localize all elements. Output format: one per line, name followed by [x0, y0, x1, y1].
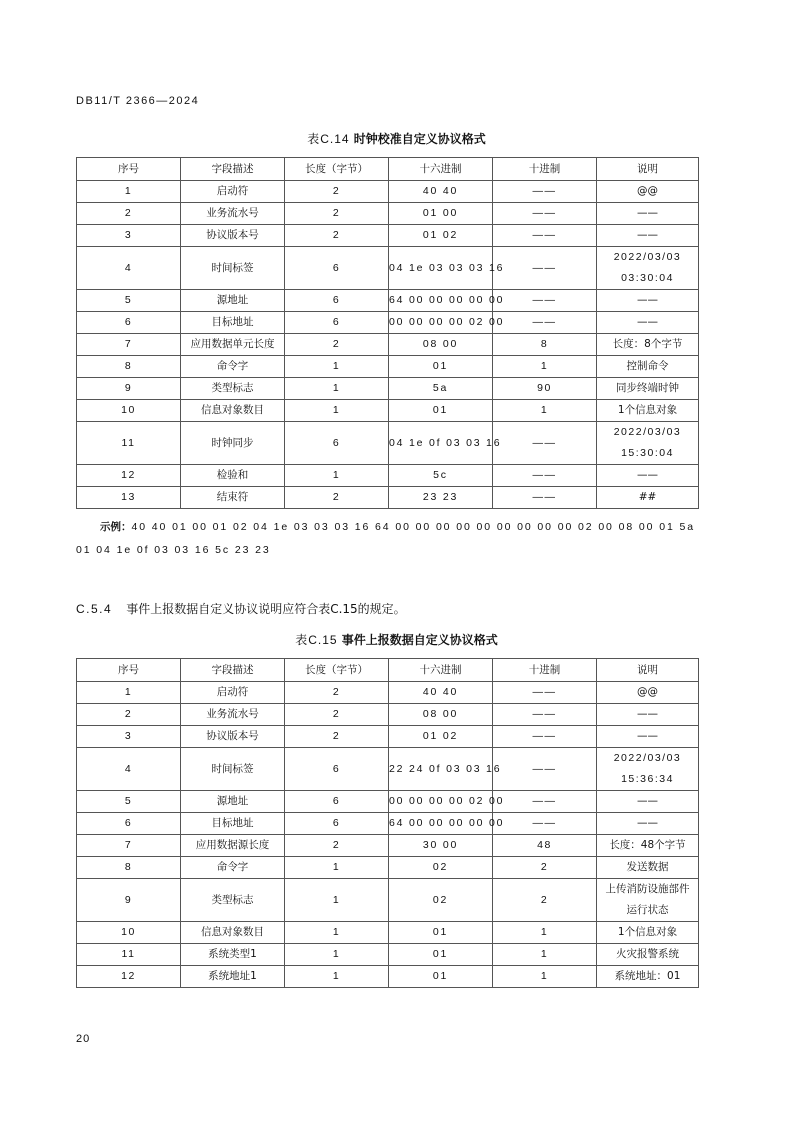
hex-value: 01 02 — [389, 225, 493, 247]
note — [597, 203, 699, 225]
table-row — [77, 791, 699, 813]
hex-value: 5a — [389, 378, 493, 400]
column-header: 说明 — [597, 158, 699, 181]
table-row — [77, 857, 699, 879]
note-line: 长度：8个字节 — [612, 338, 683, 350]
row-number: 12 — [77, 966, 181, 988]
field-description: 结束符 — [181, 487, 285, 509]
note — [597, 879, 699, 922]
table-number: 表C.15 — [295, 633, 338, 647]
table-row — [77, 726, 699, 748]
hex-value: 5c — [389, 465, 493, 487]
table-row — [77, 879, 699, 922]
document-code: DB11/T 2366—2024 — [76, 95, 200, 107]
note-line: —— — [637, 469, 658, 481]
field-description: 目标地址 — [181, 813, 285, 835]
length-bytes: 6 — [285, 247, 389, 290]
column-header: 十六进制 — [389, 659, 493, 682]
note — [597, 791, 699, 813]
example-text — [76, 516, 700, 562]
decimal-value: —— — [493, 682, 597, 704]
decimal-value: 1 — [493, 944, 597, 966]
decimal-value: 90 — [493, 378, 597, 400]
column-header: 长度（字节） — [285, 659, 389, 682]
field-description: 应用数据源长度 — [181, 835, 285, 857]
note-line: —— — [637, 316, 658, 328]
note-line: —— — [637, 795, 658, 807]
decimal-value: 48 — [493, 835, 597, 857]
table-caption — [0, 130, 793, 147]
field-description: 系统地址1 — [181, 966, 285, 988]
length-bytes: 6 — [285, 791, 389, 813]
table-row — [77, 704, 699, 726]
note-line: —— — [637, 207, 658, 219]
field-description: 源地址 — [181, 791, 285, 813]
decimal-value: —— — [493, 203, 597, 225]
row-number: 8 — [77, 857, 181, 879]
hex-value: 01 — [389, 922, 493, 944]
hex-value: 22 24 0f 03 03 16 — [389, 748, 493, 791]
table-row — [77, 312, 699, 334]
note-line: 控制命令 — [626, 360, 669, 372]
table-row — [77, 247, 699, 290]
table-title: 时钟校准自定义协议格式 — [353, 132, 486, 146]
length-bytes: 1 — [285, 465, 389, 487]
note — [597, 748, 699, 791]
length-bytes: 2 — [285, 704, 389, 726]
row-number: 6 — [77, 312, 181, 334]
example-label: 示例： — [100, 521, 132, 533]
hex-value: 01 — [389, 400, 493, 422]
field-description: 类型标志 — [181, 378, 285, 400]
row-number: 4 — [77, 247, 181, 290]
length-bytes: 6 — [285, 290, 389, 312]
note-line: 1个信息对象 — [617, 926, 678, 938]
table-row — [77, 922, 699, 944]
column-header: 序号 — [77, 659, 181, 682]
clause-text: 事件上报数据自定义协议说明应符合表C.15的规定。 — [126, 602, 406, 616]
row-number: 11 — [77, 944, 181, 966]
field-description: 命令字 — [181, 857, 285, 879]
hex-value: 04 1e 03 03 03 16 — [389, 247, 493, 290]
note — [597, 290, 699, 312]
page-number: 20 — [76, 1033, 91, 1045]
hex-value: 04 1e 0f 03 03 16 — [389, 422, 493, 465]
hex-value: 01 02 — [389, 726, 493, 748]
note-line: —— — [637, 817, 658, 829]
hex-value: 02 — [389, 879, 493, 922]
hex-value: 40 40 — [389, 682, 493, 704]
note — [597, 944, 699, 966]
field-description: 目标地址 — [181, 312, 285, 334]
length-bytes: 1 — [285, 400, 389, 422]
note — [597, 922, 699, 944]
note — [597, 247, 699, 290]
row-number: 10 — [77, 400, 181, 422]
note-line: 15:30:04 — [621, 447, 674, 459]
length-bytes: 2 — [285, 203, 389, 225]
note — [597, 465, 699, 487]
length-bytes: 1 — [285, 944, 389, 966]
decimal-value: —— — [493, 726, 597, 748]
table-row — [77, 966, 699, 988]
row-number: 7 — [77, 334, 181, 356]
table-row — [77, 203, 699, 225]
note-line: 15:36:34 — [621, 773, 674, 785]
row-number: 12 — [77, 465, 181, 487]
length-bytes: 1 — [285, 378, 389, 400]
length-bytes: 2 — [285, 225, 389, 247]
note-line: 03:30:04 — [621, 272, 674, 284]
field-description: 业务流水号 — [181, 203, 285, 225]
length-bytes: 2 — [285, 835, 389, 857]
note — [597, 966, 699, 988]
table-row — [77, 487, 699, 509]
table-caption — [0, 631, 793, 648]
field-description: 信息对象数目 — [181, 400, 285, 422]
note-line: 长度：48个字节 — [609, 839, 686, 851]
length-bytes: 2 — [285, 181, 389, 203]
table-row — [77, 378, 699, 400]
field-description: 源地址 — [181, 290, 285, 312]
length-bytes: 6 — [285, 312, 389, 334]
row-number: 8 — [77, 356, 181, 378]
field-description: 信息对象数目 — [181, 922, 285, 944]
row-number: 5 — [77, 791, 181, 813]
table-title: 事件上报数据自定义协议格式 — [341, 633, 498, 647]
hex-value: 08 00 — [389, 704, 493, 726]
length-bytes: 6 — [285, 422, 389, 465]
table-row — [77, 813, 699, 835]
field-description: 启动符 — [181, 682, 285, 704]
note-line: —— — [637, 294, 658, 306]
protocol-table-clock — [76, 157, 699, 509]
note — [597, 813, 699, 835]
note — [597, 225, 699, 247]
note-line: 2022/03/03 — [613, 426, 682, 438]
table-row — [77, 944, 699, 966]
decimal-value: 8 — [493, 334, 597, 356]
field-description: 命令字 — [181, 356, 285, 378]
field-description: 协议版本号 — [181, 225, 285, 247]
clause-number: C.5.4 — [76, 602, 113, 616]
note — [597, 312, 699, 334]
row-number: 9 — [77, 378, 181, 400]
column-header: 字段描述 — [181, 158, 285, 181]
field-description: 系统类型1 — [181, 944, 285, 966]
note — [597, 682, 699, 704]
note-line: 上传消防设施部件 — [605, 883, 690, 895]
note — [597, 422, 699, 465]
row-number: 13 — [77, 487, 181, 509]
note-line: 同步终端时钟 — [616, 382, 679, 394]
table-row — [77, 465, 699, 487]
decimal-value: 2 — [493, 857, 597, 879]
note — [597, 726, 699, 748]
column-header: 十六进制 — [389, 158, 493, 181]
note-line: 2022/03/03 — [613, 251, 682, 263]
length-bytes: 2 — [285, 682, 389, 704]
hex-value: 64 00 00 00 00 00 — [389, 290, 493, 312]
hex-value: 64 00 00 00 00 00 — [389, 813, 493, 835]
decimal-value: —— — [493, 791, 597, 813]
field-description: 启动符 — [181, 181, 285, 203]
hex-value: 00 00 00 00 02 00 — [389, 312, 493, 334]
field-description: 协议版本号 — [181, 726, 285, 748]
decimal-value: 2 — [493, 879, 597, 922]
table-number: 表C.14 — [307, 132, 350, 146]
length-bytes: 6 — [285, 748, 389, 791]
length-bytes: 1 — [285, 879, 389, 922]
table-row — [77, 835, 699, 857]
column-header: 长度（字节） — [285, 158, 389, 181]
decimal-value: —— — [493, 748, 597, 791]
table-row — [77, 225, 699, 247]
table-row — [77, 334, 699, 356]
decimal-value: 1 — [493, 966, 597, 988]
note — [597, 378, 699, 400]
table-row — [77, 682, 699, 704]
table-row — [77, 400, 699, 422]
note — [597, 181, 699, 203]
field-description: 业务流水号 — [181, 704, 285, 726]
note-line: ## — [638, 491, 657, 503]
note — [597, 356, 699, 378]
note — [597, 400, 699, 422]
row-number: 7 — [77, 835, 181, 857]
hex-value: 02 — [389, 857, 493, 879]
row-number: 2 — [77, 704, 181, 726]
field-description: 时钟同步 — [181, 422, 285, 465]
decimal-value: —— — [493, 487, 597, 509]
hex-value: 30 00 — [389, 835, 493, 857]
length-bytes: 1 — [285, 966, 389, 988]
row-number: 11 — [77, 422, 181, 465]
protocol-table-event — [76, 658, 699, 988]
note-line: 2022/03/03 — [613, 752, 682, 764]
row-number: 6 — [77, 813, 181, 835]
column-header: 说明 — [597, 659, 699, 682]
decimal-value: —— — [493, 422, 597, 465]
note — [597, 487, 699, 509]
decimal-value: 1 — [493, 400, 597, 422]
note-line: —— — [637, 229, 658, 241]
row-number: 3 — [77, 726, 181, 748]
column-header: 字段描述 — [181, 659, 285, 682]
table-row — [77, 422, 699, 465]
clause-paragraph — [76, 600, 406, 617]
column-header: 十进制 — [493, 659, 597, 682]
decimal-value: —— — [493, 290, 597, 312]
note — [597, 857, 699, 879]
field-description: 类型标志 — [181, 879, 285, 922]
row-number: 1 — [77, 181, 181, 203]
length-bytes: 2 — [285, 334, 389, 356]
hex-value: 01 — [389, 356, 493, 378]
decimal-value: 1 — [493, 922, 597, 944]
length-bytes: 2 — [285, 487, 389, 509]
field-description: 时间标签 — [181, 247, 285, 290]
row-number: 3 — [77, 225, 181, 247]
hex-value: 01 — [389, 966, 493, 988]
row-number: 4 — [77, 748, 181, 791]
table-header-row — [77, 158, 699, 181]
length-bytes: 1 — [285, 356, 389, 378]
field-description: 检验和 — [181, 465, 285, 487]
note-line: —— — [637, 730, 658, 742]
hex-value: 00 00 00 00 02 00 — [389, 791, 493, 813]
note — [597, 704, 699, 726]
length-bytes: 1 — [285, 922, 389, 944]
example-bytes: 40 40 01 00 01 02 04 1e 03 03 03 16 64 00 00 00 00 00 00 00 00 00 02 00 08 00 01 5a 01 04 1e 0f 03 03 16 5c 23 23 — [76, 521, 695, 556]
table-header-row — [77, 659, 699, 682]
hex-value: 01 00 — [389, 203, 493, 225]
decimal-value: —— — [493, 247, 597, 290]
note-line: @@ — [637, 185, 658, 197]
table-row — [77, 356, 699, 378]
note-line: 火灾报警系统 — [616, 948, 679, 960]
table-row — [77, 748, 699, 791]
note — [597, 334, 699, 356]
row-number: 1 — [77, 682, 181, 704]
decimal-value: —— — [493, 813, 597, 835]
column-header: 序号 — [77, 158, 181, 181]
decimal-value: —— — [493, 704, 597, 726]
row-number: 10 — [77, 922, 181, 944]
hex-value: 40 40 — [389, 181, 493, 203]
note-line: 系统地址：01 — [614, 970, 681, 982]
length-bytes: 1 — [285, 857, 389, 879]
note-line: @@ — [637, 686, 658, 698]
hex-value: 08 00 — [389, 334, 493, 356]
note-line: 发送数据 — [626, 861, 669, 873]
column-header: 十进制 — [493, 158, 597, 181]
field-description: 时间标签 — [181, 748, 285, 791]
row-number: 9 — [77, 879, 181, 922]
note-line: 1个信息对象 — [617, 404, 678, 416]
table-row — [77, 181, 699, 203]
table-row — [77, 290, 699, 312]
decimal-value: —— — [493, 225, 597, 247]
field-description: 应用数据单元长度 — [181, 334, 285, 356]
hex-value: 01 — [389, 944, 493, 966]
decimal-value: —— — [493, 465, 597, 487]
note-line: 运行状态 — [626, 904, 669, 916]
decimal-value: —— — [493, 312, 597, 334]
note-line: —— — [637, 708, 658, 720]
length-bytes: 2 — [285, 726, 389, 748]
decimal-value: —— — [493, 181, 597, 203]
row-number: 5 — [77, 290, 181, 312]
row-number: 2 — [77, 203, 181, 225]
note — [597, 835, 699, 857]
hex-value: 23 23 — [389, 487, 493, 509]
decimal-value: 1 — [493, 356, 597, 378]
length-bytes: 6 — [285, 813, 389, 835]
